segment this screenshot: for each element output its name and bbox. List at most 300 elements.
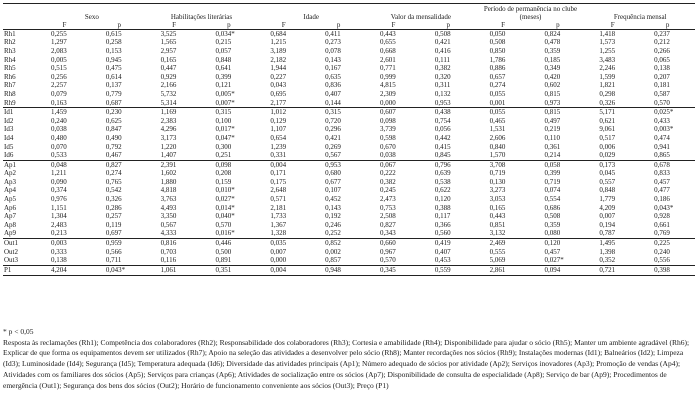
p-value-cell: 0,570 [654, 98, 670, 107]
p-value-cell: 0,719 [544, 178, 561, 186]
p-value-cell: 0,286 [105, 203, 122, 212]
f-value-cell: 1,531 [489, 125, 506, 134]
p-value-cell: 0,144 [325, 98, 341, 107]
table-row [3, 178, 695, 187]
p-value-cell: 0,132 [434, 90, 451, 98]
p-value-cell: 0,953 [434, 98, 451, 107]
f-value-cell: 0,771 [380, 64, 396, 73]
table-row [3, 151, 695, 160]
p-value-cell: 0,388 [434, 203, 451, 212]
p-value-cell: 0,047* [215, 134, 235, 142]
p-value-cell: 0,836 [325, 81, 341, 90]
f-value-cell: 0,194 [599, 221, 616, 229]
f-value-cell: 0,048 [37, 160, 92, 169]
f-value-cell: 2,246 [599, 64, 616, 73]
f-value-cell: 0,003 [37, 239, 92, 248]
f-value-cell: 0,886 [489, 64, 506, 73]
p-value-cell: 0,215 [215, 38, 232, 47]
p-value-cell: 0,326 [105, 195, 122, 204]
p-value-cell: 0,554 [544, 195, 561, 204]
f-value-cell: 3,173 [160, 134, 177, 142]
p-value-cell: 0,792 [105, 142, 122, 151]
table-row [3, 248, 695, 257]
f-value-cell: 1,880 [160, 178, 177, 186]
row-label: Ap8 [4, 221, 17, 229]
f-value-cell: 3,763 [160, 195, 177, 204]
p-value-cell: 0,438 [421, 108, 476, 117]
f-value-cell: 1,565 [160, 38, 177, 47]
p-value-cell: 0,720 [325, 116, 341, 125]
p-value-cell: 0,207 [654, 72, 670, 81]
table-row [3, 143, 695, 152]
f-value-cell: 0,130 [489, 178, 506, 186]
table-row [3, 221, 695, 230]
p-value-cell: 0,208 [215, 169, 232, 178]
f-value-cell: 0,333 [51, 247, 67, 256]
p-value-cell: 0,043* [92, 266, 147, 276]
p-value-cell: 0,416 [434, 47, 451, 55]
f-value-cell: 4,209 [599, 203, 616, 212]
p-value-cell: 0,542 [105, 186, 122, 195]
f-value-cell: 0,005 [51, 55, 67, 64]
p-value-cell: 0,107 [325, 186, 341, 195]
f-value-cell: 2,861 [476, 266, 531, 276]
p-value-cell: 0,027* [215, 195, 235, 204]
f-value-cell: 5,069 [489, 256, 506, 265]
p-value-cell: 0,257 [105, 212, 122, 221]
p-value-cell: 0,351 [201, 266, 256, 276]
f-value-cell: 2,606 [489, 134, 506, 142]
p-value-cell: 0,230 [92, 108, 147, 117]
row-label: Rh3 [4, 47, 16, 55]
p-value-cell: 0,833 [654, 169, 670, 178]
table-notes [3, 327, 695, 391]
p-value-cell: 0,273 [325, 38, 341, 47]
f-value-cell: 0,163 [51, 98, 67, 107]
p-value-cell: 0,852 [311, 239, 366, 248]
p-value-cell: 0,225 [640, 239, 695, 248]
p-value-cell: 0,143 [325, 203, 341, 212]
table-row [3, 239, 695, 248]
p-value-cell: 0,269 [325, 142, 341, 151]
p-value-cell: 0,928 [654, 212, 670, 221]
f-value-cell: 0,067 [366, 160, 421, 169]
f-value-cell: 1,061 [147, 266, 202, 276]
f-value-cell: 4,333 [160, 229, 177, 238]
p-value-cell: 0,815 [531, 108, 586, 117]
f-value-cell: 2,483 [51, 221, 67, 229]
table-row [3, 47, 695, 56]
p-value-cell: 0,407 [434, 247, 451, 256]
f-value-cell: 1,304 [51, 212, 67, 221]
f-value-cell: 0,070 [51, 142, 67, 151]
p-value-cell: 0,017* [215, 125, 235, 134]
f-value-cell: 0,721 [585, 266, 640, 276]
p-value-cell: 0,399 [544, 169, 561, 178]
row-label: Ap9 [4, 229, 17, 238]
p-value-cell: 0,680 [325, 169, 341, 178]
p-value-cell: 0,167 [325, 64, 341, 73]
f-value-cell: 0,465 [489, 116, 506, 125]
f-value-cell: 0,816 [147, 239, 202, 248]
f-value-cell: 3,483 [599, 55, 616, 64]
f-value-cell: 0,374 [51, 186, 67, 195]
p-value-cell: 0,474 [654, 134, 670, 142]
f-value-cell: 2,182 [270, 55, 287, 64]
f-value-cell: 2,181 [270, 203, 287, 212]
f-value-cell: 0,171 [270, 169, 287, 178]
f-value-cell: 1,779 [599, 195, 616, 204]
f-value-cell: 3,525 [160, 29, 177, 38]
f-value-cell: 0,352 [599, 256, 616, 265]
p-value-cell: 0,857 [325, 256, 341, 265]
f-value-cell: 0,345 [366, 266, 421, 276]
footnote: * p < 0,05 [3, 327, 34, 336]
p-value-cell: 0,615 [105, 29, 122, 38]
p-value-cell: 0,094 [531, 266, 586, 276]
row-label: Rh5 [4, 64, 16, 73]
header-periodo-permanencia: Período de permanência no clube (meses) [483, 5, 578, 21]
p-value-cell: 0,953 [311, 160, 366, 169]
f-value-cell: 1,255 [599, 47, 616, 55]
table-row [3, 195, 695, 204]
f-value-cell: 0,213 [51, 229, 67, 238]
row-label: Out2 [4, 247, 18, 256]
p-value-cell: 0,246 [325, 221, 341, 229]
p-value-cell: 0,361 [544, 142, 561, 151]
f-value-cell: 0,001 [489, 98, 506, 107]
p-value-cell: 0,420 [544, 72, 561, 81]
f-value-cell: 0,443 [380, 29, 396, 38]
abbreviation-legend: Resposta às reclamações (Rh1); Competência dos colaboradores (Rh2); Responsabilidade dos colaboradores (Rh3); Cortesia e amabilidade (Rh4); Disponibilidade para ajudar o sócio (Rh5); Manter um ambiente agradável (Rh6); Explicar de que forma os equipamentos devem ser utilizados (Rh7); Apoio na seleção das atividades a desenvolver pelo sócio (Rh8); Manter recordações nos sócios (Rh9); Instalações modernas (Id1); Balneários (Id2); Limpeza (Id3); Luminosidade (Id4); Segurança (Id5); Temperatura adequada (Id6); Diversidade das atividades principais (Ap1); Número adequado de sócios por atividade (Ap2); Serviços inovadores (Ap3); Promoção de vendas (Ap4); Atividades com os familiares dos sócios (Ap5); Serviços para crianças (Ap6); Atividades de socialização entre os sócios (Ap7); Disponibilidade de consulta de especialidade (Ap8); Serviço de bar (Ap9); Procedimentos de emergência (Out1); Segurança dos bens dos sócios (Out2); Horário de funcionamento conveniente aos sócios (Out3); Preço (P1) [3, 337, 690, 390]
f-value-cell: 0,245 [380, 186, 396, 195]
p-value-cell: 0,315 [311, 108, 366, 117]
p-value-cell: 0,508 [544, 212, 561, 221]
p-value-cell: 0,359 [544, 47, 561, 55]
f-value-cell: 4,296 [160, 125, 177, 134]
f-value-cell: 0,719 [489, 169, 506, 178]
f-value-cell: 0,848 [599, 186, 616, 195]
p-value-cell: 0,382 [434, 64, 451, 73]
p-value-cell: 0,433 [654, 116, 670, 125]
f-value-cell: 3,132 [489, 229, 506, 238]
p-value-cell: 0,848 [215, 55, 232, 64]
f-value-cell: 1,220 [160, 142, 177, 151]
table-row [3, 39, 695, 48]
f-value-cell: 1,215 [270, 38, 287, 47]
f-value-cell: 3,708 [476, 160, 531, 169]
f-value-cell: 0,045 [599, 169, 616, 178]
p-value-cell: 0,587 [654, 90, 670, 98]
f-value-cell: 0,443 [489, 212, 506, 221]
row-label: Ap2 [4, 169, 17, 178]
f-value-cell: 1,012 [256, 108, 311, 117]
p-value-cell: 0,065 [654, 55, 670, 64]
table-row [3, 256, 695, 265]
row-label: P1 [3, 266, 37, 276]
p-value-cell: 0,845 [434, 151, 451, 160]
p-value-cell: 0,711 [105, 256, 122, 265]
subheader-p: p [556, 21, 560, 29]
table-row [3, 99, 695, 108]
p-value-cell: 0,945 [105, 55, 122, 64]
p-value-cell: 0,687 [105, 98, 122, 107]
f-value-cell: 1,297 [51, 38, 67, 47]
p-value-cell: 0,602 [544, 81, 561, 90]
p-value-cell: 0,311 [434, 81, 451, 90]
row-label: Rh1 [4, 29, 16, 38]
f-value-cell: 0,240 [51, 116, 67, 125]
row-label: Id4 [4, 134, 14, 142]
f-value-cell: 0,090 [51, 178, 67, 186]
p-value-cell: 0,865 [654, 151, 670, 160]
f-value-cell: 0,787 [599, 229, 616, 238]
p-value-cell: 0,181 [654, 81, 670, 90]
f-value-cell: 0,976 [51, 195, 67, 204]
p-value-cell: 0,153 [105, 47, 122, 55]
f-value-cell: 0,055 [489, 90, 506, 98]
f-value-cell: 0,929 [160, 72, 177, 81]
table-row [3, 187, 695, 196]
f-value-cell: 1,107 [270, 125, 287, 134]
p-value-cell: 0,040* [215, 212, 235, 221]
p-value-cell: 0,274 [105, 169, 122, 178]
f-value-cell: 0,173 [585, 160, 640, 169]
p-value-cell: 0,266 [654, 47, 670, 55]
subheader-p: p [117, 21, 121, 29]
header-sexo: Sexo [84, 12, 99, 21]
table-row [3, 108, 695, 117]
p-value-cell: 0,452 [325, 195, 341, 204]
f-value-cell: 0,967 [380, 247, 396, 256]
f-value-cell: 2,166 [160, 81, 177, 90]
table-row [3, 230, 695, 239]
p-value-cell: 0,005* [215, 90, 235, 98]
f-value-cell: 0,840 [489, 142, 506, 151]
table-row [3, 170, 695, 179]
p-value-cell: 0,765 [105, 178, 122, 186]
subheader-f: F [62, 21, 67, 29]
table-row [3, 73, 695, 82]
f-value-cell: 1,151 [51, 203, 67, 212]
row-label: Id2 [4, 116, 14, 125]
p-value-cell: 0,258 [105, 38, 122, 47]
f-value-cell: 3,273 [489, 186, 506, 195]
subheader-p: p [665, 21, 670, 29]
f-value-cell: 4,818 [160, 186, 177, 195]
header-frequencia-mensal: Frequência mensal [613, 12, 667, 21]
f-value-cell: 1,418 [599, 29, 616, 38]
f-value-cell: 2,383 [160, 116, 177, 125]
f-value-cell: 1,239 [270, 142, 287, 151]
p-value-cell: 0,300 [215, 142, 232, 151]
table-row [3, 117, 695, 126]
p-value-cell: 0,007* [215, 98, 235, 107]
f-value-cell: 0,165 [489, 203, 506, 212]
f-value-cell: 0,298 [599, 90, 616, 98]
row-label: Ap6 [4, 203, 17, 212]
f-value-cell: 0,668 [380, 47, 396, 55]
p-value-cell: 0,847 [105, 125, 122, 134]
f-value-cell: 0,557 [599, 178, 616, 186]
p-value-cell: 0,948 [311, 266, 366, 276]
f-value-cell: 1,328 [270, 229, 287, 238]
f-value-cell: 1,733 [270, 212, 287, 221]
f-value-cell: 1,367 [270, 221, 287, 229]
p-value-cell: 0,080 [544, 229, 561, 238]
f-value-cell: 2,083 [51, 47, 67, 55]
header-habilitacoes: Habilitações literárias [170, 12, 233, 21]
p-value-cell: 0,453 [434, 256, 451, 265]
p-value-cell: 0,639 [434, 169, 451, 178]
row-label: Rh9 [4, 98, 16, 107]
table-row [3, 64, 695, 73]
p-value-cell: 0,111 [434, 55, 451, 64]
p-value-cell: 0,027* [544, 256, 564, 265]
p-value-cell: 0,556 [654, 256, 670, 265]
f-value-cell: 0,138 [51, 256, 67, 265]
table-subheader-row [3, 21, 695, 30]
p-value-cell: 0,490 [105, 134, 122, 142]
p-value-cell: 0,237 [654, 29, 670, 38]
f-value-cell: 5,171 [585, 108, 640, 117]
f-value-cell: 0,999 [380, 72, 396, 81]
p-value-cell: 0,034* [215, 29, 235, 38]
f-value-cell: 1,573 [599, 38, 616, 47]
f-value-cell: 0,343 [380, 229, 396, 238]
p-value-cell: 0,078 [325, 47, 341, 55]
f-value-cell: 2,508 [380, 212, 396, 221]
f-value-cell: 0,004 [256, 160, 311, 169]
f-value-cell: 3,739 [380, 125, 396, 134]
row-label: Rh8 [4, 90, 16, 98]
p-value-cell: 0,411 [325, 29, 341, 38]
f-value-cell: 1,459 [37, 108, 92, 117]
row-label: Ap4 [4, 186, 17, 195]
p-value-cell: 0,399 [215, 72, 232, 81]
p-value-cell: 0,120 [434, 195, 451, 204]
f-value-cell: 0,480 [51, 134, 67, 142]
p-value-cell: 0,827 [92, 160, 147, 169]
p-value-cell: 0,074 [544, 186, 561, 195]
row-label: Id5 [4, 142, 14, 151]
f-value-cell: 1,944 [270, 64, 287, 73]
subheader-p: p [227, 21, 231, 29]
f-value-cell: 0,598 [380, 134, 396, 142]
row-label: Id1 [3, 108, 37, 117]
f-value-cell: 0,175 [270, 178, 287, 186]
p-value-cell: 0,815 [544, 90, 561, 98]
row-label: Rh2 [4, 38, 16, 47]
p-value-cell: 0,959 [92, 239, 147, 248]
f-value-cell: 0,570 [380, 256, 396, 265]
table-row [3, 266, 695, 276]
f-value-cell: 1,398 [599, 247, 616, 256]
header-corner [3, 4, 37, 22]
p-value-cell: 0,212 [654, 38, 670, 47]
f-value-cell: 3,350 [160, 212, 177, 221]
p-value-cell: 0,824 [544, 29, 561, 38]
p-value-cell: 0,614 [105, 72, 122, 81]
f-value-cell: 2,391 [147, 160, 202, 169]
row-label: Ap7 [4, 212, 17, 221]
p-value-cell: 0,457 [654, 178, 670, 186]
subheader-f: F [501, 21, 506, 29]
f-value-cell: 0,607 [366, 108, 421, 117]
p-value-cell: 0,117 [434, 212, 451, 221]
p-value-cell: 0,625 [105, 116, 122, 125]
f-value-cell: 0,515 [51, 64, 67, 73]
f-value-cell: 1,169 [147, 108, 202, 117]
p-value-cell: 0,497 [544, 116, 561, 125]
p-value-cell: 0,057 [215, 47, 232, 55]
p-value-cell: 0,678 [640, 160, 695, 169]
p-value-cell: 0,100 [215, 116, 232, 125]
f-value-cell: 5,314 [160, 98, 177, 107]
p-value-cell: 0,421 [434, 38, 451, 47]
f-value-cell: 1,599 [599, 72, 616, 81]
table-header-row [3, 4, 695, 22]
p-value-cell: 0,478 [544, 38, 561, 47]
f-value-cell: 0,227 [270, 72, 287, 81]
table-row [3, 126, 695, 135]
p-value-cell: 0,025* [640, 108, 695, 117]
p-value-cell: 0,138 [654, 64, 670, 73]
row-label: Rh6 [4, 72, 16, 81]
p-value-cell: 0,315 [201, 108, 256, 117]
table-row [3, 212, 695, 221]
p-value-cell: 0,559 [421, 266, 476, 276]
f-value-cell: 1,570 [489, 151, 506, 160]
f-value-cell: 0,655 [380, 38, 396, 47]
p-value-cell: 0,016* [215, 229, 235, 238]
p-value-cell: 0,121 [215, 81, 232, 90]
table-row [3, 56, 695, 65]
p-value-cell: 0,003* [654, 125, 674, 134]
subheader-p: p [336, 21, 341, 29]
p-value-cell: 0,320 [434, 72, 451, 81]
row-label: Rh7 [4, 81, 16, 90]
p-value-cell: 0,058 [531, 160, 586, 169]
f-value-cell: 0,382 [380, 178, 396, 186]
p-value-cell: 0,475 [105, 64, 122, 73]
p-value-cell: 0,973 [544, 98, 561, 107]
f-value-cell: 0,654 [270, 134, 287, 142]
p-value-cell: 0,014* [215, 203, 235, 212]
f-value-cell: 0,255 [51, 29, 67, 38]
f-value-cell: 0,850 [489, 47, 506, 55]
p-value-cell: 0,457 [544, 247, 561, 256]
subheader-f: F [281, 21, 286, 29]
f-value-cell: 0,657 [489, 72, 506, 81]
p-value-cell: 0,119 [105, 221, 122, 229]
f-value-cell: 1,602 [160, 169, 177, 178]
f-value-cell: 0,038 [380, 151, 396, 160]
f-value-cell: 0,098 [380, 116, 396, 125]
f-value-cell: 1,495 [585, 239, 640, 248]
f-value-cell: 0,517 [599, 134, 616, 142]
p-value-cell: 0,779 [105, 90, 122, 98]
subheader-f: F [172, 21, 177, 29]
p-value-cell: 0,186 [654, 195, 670, 204]
f-value-cell: 0,851 [489, 221, 506, 229]
p-value-cell: 0,635 [325, 72, 341, 81]
p-value-cell: 0,446 [201, 239, 256, 248]
f-value-cell: 0,660 [366, 239, 421, 248]
f-value-cell: 0,508 [489, 38, 506, 47]
p-value-cell: 0,769 [654, 229, 670, 238]
p-value-cell: 0,566 [105, 247, 122, 256]
